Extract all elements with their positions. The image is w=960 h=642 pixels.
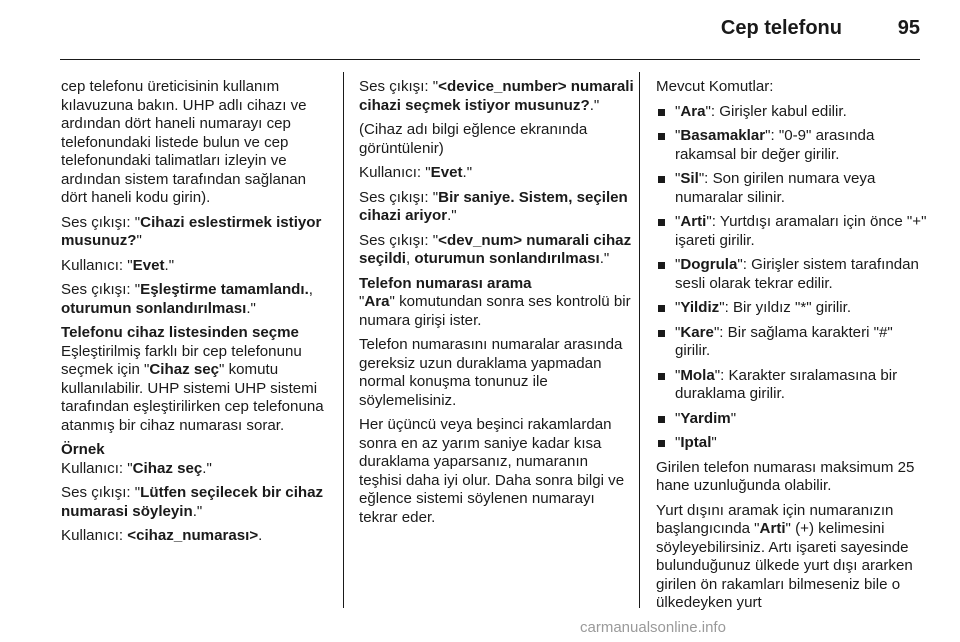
command-item: "Iptal" <box>656 434 928 453</box>
bullet-square-icon <box>658 305 665 312</box>
bullet-square-icon <box>658 373 665 380</box>
bullet-square-icon <box>658 330 665 337</box>
column-middle <box>359 78 634 533</box>
voice-output-line: Ses çıkışı: "Lütfen seçilecek bir cihaz numarasi söyleyin." <box>61 484 324 520</box>
paragraph: "Ara" komutundan sonra ses kontrolü bir numara girişi ister. <box>359 293 631 329</box>
column-right <box>656 78 928 619</box>
bullet-square-icon <box>658 440 665 447</box>
paragraph: Girilen telefon numarası maksimum 25 hane uzunluğunda olabilir. <box>656 458 915 494</box>
voice-output-line: Ses çıkışı: "Cihazi eslestirmek istiyor musunuz?" <box>61 213 322 249</box>
command-item: "Ara": Girişler kabul edilir. <box>656 103 928 122</box>
command-item: "Arti": Yurtdışı aramaları için önce "+" işareti girilir. <box>656 213 928 250</box>
page-number: 95 <box>897 17 920 39</box>
voice-output-line: Ses çıkışı: "Eşleştirme tamamlandı., oturumun sonlandırılması." <box>61 281 313 317</box>
command-item: "Yardim" <box>656 410 928 429</box>
command-item: "Dogrula": Girişler sistem tarafından sesli olarak tekrar edilir. <box>656 256 928 293</box>
user-line: Kullanıcı: <cihaz_numarası>. <box>61 527 263 544</box>
page-title: Cep telefonu <box>720 17 842 39</box>
bullet-square-icon <box>658 133 665 140</box>
bullet-square-icon <box>658 219 665 226</box>
watermark: carmanualsonline.info <box>580 619 726 636</box>
paragraph: Telefon numarasını numaralar arasında gereksiz uzun duraklama yapmadan normal konuşma tonunuz ile söylemelisiniz. <box>359 336 623 409</box>
command-item: "Basamaklar": "0-9" arasında rakamsal bir değer girilir. <box>656 127 928 164</box>
page-header <box>0 0 960 60</box>
paragraph: (Cihaz adı bilgi eğlence ekranında görüntülenir) <box>359 121 588 157</box>
header-rule <box>60 59 920 60</box>
paragraph: Eşleştirilmiş farklı bir cep telefonunu seçmek için "Cihaz seç" komutu kullanılabilir. UHP sistemi UHP sistemi tarafından eşleştirilirken cep telefonuna atanmış bir cihaz numarası sorar. <box>61 342 324 434</box>
command-item: "Kare": Bir sağlama karakteri "#" girilir. <box>656 324 928 361</box>
section-heading: Telefon numarası arama <box>359 274 532 292</box>
commands-list <box>656 103 928 453</box>
voice-output-line: Ses çıkışı: "Bir saniye. Sistem, seçilen cihazi ariyor." <box>359 188 628 224</box>
column-left <box>61 78 329 552</box>
paragraph: cep telefonu üreticisinin kullanım kılavuzuna bakın. UHP adlı cihazı ve ardından dört haneli numarayı cep telefonundaki listede bulun ve cep telefonundaki talimatları izleyin ve ardından sistem tarafından sağlanan dört haneli kodu girin). <box>61 78 307 206</box>
paragraph: Yurt dışını aramak için numaranızın başlangıcında "Arti" (+) kelimesini söyleyebilirsiniz. Artı işareti sayesinde bulunduğunuz ülkede yurt dışı ararken girilen ön rakamları bilmeseniz bile o ülkedeyken yurt <box>656 501 913 611</box>
voice-output-line: Ses çıkışı: "<device_number> numarali cihazi seçmek istiyor musunuz?." <box>359 78 634 114</box>
user-line: Kullanıcı: "Cihaz seç." <box>61 459 212 477</box>
paragraph: Her üçüncü veya beşinci rakamlardan sonra en az yarım saniye kadar kısa duraklama yaparsanız, numaranın teşhisi daha iyi olur. Daha sonra bilgi ve eğlence sistemi söylenen numarayı tekrar eder. <box>359 416 625 526</box>
section-heading: Telefonu cihaz listesinden seçme <box>61 324 299 341</box>
example-heading: Örnek <box>61 441 105 458</box>
bullet-square-icon <box>658 416 665 423</box>
column-divider <box>343 72 344 608</box>
column-divider <box>639 72 640 608</box>
bullet-square-icon <box>658 176 665 183</box>
commands-intro: Mevcut Komutlar: <box>656 78 774 95</box>
voice-output-line: Ses çıkışı: "<dev_num> numarali cihaz seçildi, oturumun sonlandırılması." <box>359 231 632 267</box>
user-line: Kullanıcı: "Evet." <box>359 164 473 181</box>
command-item: "Sil": Son girilen numara veya numaralar silinir. <box>656 170 928 207</box>
command-item: "Mola": Karakter sıralamasına bir duraklama girilir. <box>656 367 928 404</box>
command-item: "Yildiz": Bir yıldız "*" girilir. <box>656 299 928 318</box>
bullet-square-icon <box>658 262 665 269</box>
bullet-square-icon <box>658 109 665 116</box>
user-line: Kullanıcı: "Evet." <box>61 256 175 274</box>
